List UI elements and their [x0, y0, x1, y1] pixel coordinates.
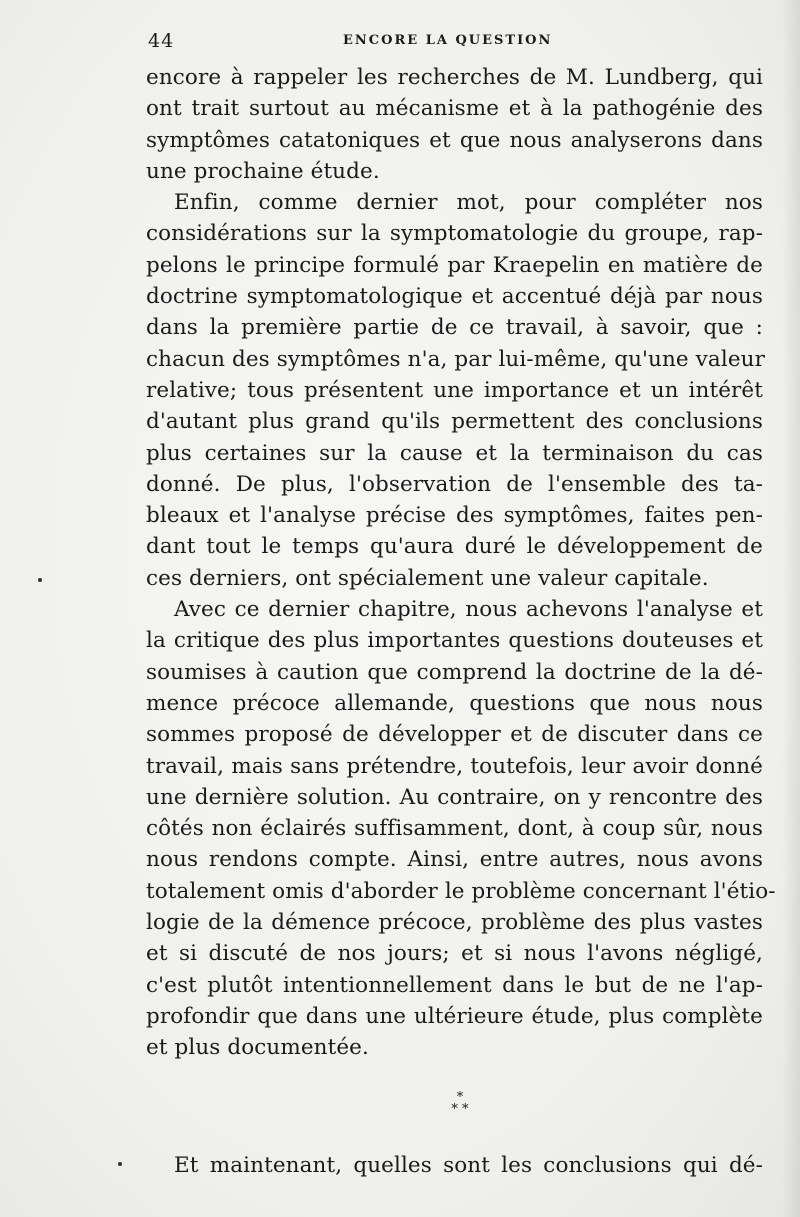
margin-speck: [38, 578, 42, 582]
text-line: donné. De plus, l'observation de l'ensemble des ta-: [146, 471, 763, 497]
text-line: ont trait surtout au mécanisme et à la pathogénie des: [146, 96, 763, 122]
text-line: et si discuté de nos jours; et si nous l'avons négligé,: [146, 941, 763, 967]
text-line: relative; tous présentent une importance et un intérêt: [146, 377, 763, 403]
text-line: Et maintenant, quelles sont les conclusions qui dé-: [174, 1153, 763, 1178]
text-line: la critique des plus importantes questions douteuses et: [146, 628, 763, 654]
text-line: totalement omis d'aborder le problème concernant l'étio-: [146, 878, 776, 904]
text-line: profondir que dans une ultérieure étude, plus complète: [146, 1003, 763, 1029]
text-line: nous rendons compte. Ainsi, entre autres, nous avons: [146, 847, 763, 873]
text-line: d'autant plus grand qu'ils permettent des conclusions: [146, 409, 763, 435]
text-line: c'est plutôt intentionnellement dans le but de ne l'ap-: [146, 972, 763, 998]
text-line: travail, mais sans prétendre, toutefois, leur avoir donné: [146, 753, 763, 779]
text-line: côtés non éclairés suffisamment, dont, à coup sûr, nous: [146, 816, 763, 842]
paragraph-1: [146, 62, 763, 187]
separator-star-bottom: * *: [451, 1102, 469, 1117]
paragraph-3: [146, 594, 776, 1063]
text-line: une dernière solution. Au contraire, on y rencontre des: [146, 784, 763, 810]
text-line: encore à rappeler les recherches de M. Lundberg, qui: [146, 65, 763, 90]
closing-paragraph: [146, 1150, 763, 1181]
text-line: sommes proposé de développer et de discuter dans ce: [146, 722, 763, 748]
running-title: ENCORE LA QUESTION: [343, 33, 553, 48]
paragraph-2: [146, 187, 763, 594]
text-line: mence précoce allemande, questions que nous nous: [146, 690, 763, 716]
text-line: bleaux et l'analyse précise des symptômes, faites pen-: [146, 503, 763, 529]
text-line: et plus documentée.: [146, 1035, 369, 1061]
text-line: considérations sur la symptomatologie du groupe, rap-: [146, 221, 763, 247]
separator-star-top: *: [456, 1090, 464, 1105]
text-line: doctrine symptomatologique et accentué déjà par nous: [146, 284, 763, 310]
section-separator: [440, 1092, 480, 1116]
page-number: 44: [148, 30, 175, 52]
text-line: Avec ce dernier chapitre, nous achevons l'analyse et: [174, 597, 763, 623]
text-line: symptômes catatoniques et que nous analyserons dans: [146, 127, 763, 153]
margin-speck: [118, 1162, 122, 1166]
text-line: pelons le principe formulé par Kraepelin en matière de: [146, 252, 763, 278]
text-line: une prochaine étude.: [146, 158, 380, 184]
text-line: chacun des symptômes n'a, par lui-même, qu'une valeur: [146, 346, 765, 372]
text-line: Enfin, comme dernier mot, pour compléter nos: [174, 190, 763, 216]
text-line: dant tout le temps qu'aura duré le développement de: [146, 534, 763, 560]
text-line: soumises à caution que comprend la doctrine de la dé-: [146, 659, 763, 685]
text-line: logie de la démence précoce, problème des plus vastes: [146, 910, 763, 936]
text-line: dans la première partie de ce travail, à savoir, que :: [146, 315, 763, 341]
page-edge-shadow: [782, 0, 800, 1217]
body-text: [146, 62, 776, 1064]
text-line: ces derniers, ont spécialement une valeur capitale.: [146, 565, 709, 591]
text-line: plus certaines sur la cause et la terminaison du cas: [146, 440, 763, 466]
page-header: [148, 30, 768, 54]
